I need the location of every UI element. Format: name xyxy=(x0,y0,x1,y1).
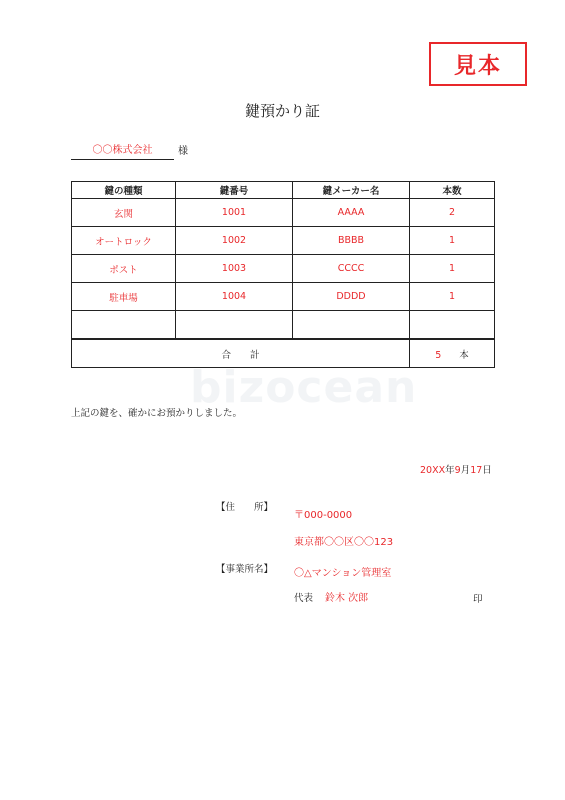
total-unit: 本 xyxy=(459,349,469,361)
date-month: 9 xyxy=(454,465,461,476)
key-table xyxy=(71,181,495,368)
total-count-cell xyxy=(410,339,495,368)
empty-cell xyxy=(293,311,410,340)
recipient-name: 〇〇株式会社 xyxy=(71,141,174,160)
receipt-statement: 上記の鍵を、確かにお預かりしました。 xyxy=(71,408,243,419)
date-year-unit: 年 xyxy=(445,465,455,476)
date-month-unit: 月 xyxy=(460,465,471,476)
seal-mark: 印 xyxy=(473,594,483,605)
key-maker-cell: BBBB xyxy=(293,227,410,255)
key-number-cell: 1001 xyxy=(176,199,293,227)
key-number-cell: 1004 xyxy=(176,283,293,311)
key-maker-cell: CCCC xyxy=(293,255,410,283)
column-header: 鍵メーカー名 xyxy=(293,182,410,199)
key-maker-cell: DDDD xyxy=(293,283,410,311)
key-count-cell: 1 xyxy=(410,227,495,255)
table-row-empty xyxy=(72,311,495,340)
watermark: bizocean xyxy=(190,362,418,413)
key-type-cell: オートロック xyxy=(72,227,176,255)
key-number-cell: 1002 xyxy=(176,227,293,255)
key-count-cell: 1 xyxy=(410,255,495,283)
key-count-cell: 2 xyxy=(410,199,495,227)
empty-cell xyxy=(410,311,495,340)
column-header: 鍵の種類 xyxy=(72,182,176,199)
column-header: 本数 xyxy=(410,182,495,199)
postal-code: 〒000-0000 xyxy=(294,510,353,521)
office-label: 【事業所名】 xyxy=(216,564,274,575)
key-number-cell: 1003 xyxy=(176,255,293,283)
table-row xyxy=(72,255,495,283)
representative-name: 鈴木 次郎 xyxy=(325,593,369,604)
key-count-cell: 1 xyxy=(410,283,495,311)
address-label: 【住 所】 xyxy=(216,502,274,513)
address-line: 東京都〇〇区〇〇123 xyxy=(294,537,394,548)
empty-cell xyxy=(72,311,176,340)
key-type-cell: 駐車場 xyxy=(72,283,176,311)
table-row xyxy=(72,227,495,255)
total-count: 5 xyxy=(435,349,442,361)
office-name: 〇△マンション管理室 xyxy=(294,568,392,579)
column-header: 鍵番号 xyxy=(176,182,293,199)
table-header-row xyxy=(72,182,495,199)
sample-stamp: 見本 xyxy=(429,42,527,86)
total-label: 合 計 xyxy=(72,339,410,368)
recipient-suffix: 様 xyxy=(178,146,188,157)
table-row xyxy=(72,199,495,227)
date-year: 20XX xyxy=(420,465,446,476)
key-type-cell: 玄関 xyxy=(72,199,176,227)
document-title: 鍵預かり証 xyxy=(244,102,320,120)
key-maker-cell: AAAA xyxy=(293,199,410,227)
date-day: 17 xyxy=(470,465,483,476)
empty-cell xyxy=(176,311,293,340)
total-row xyxy=(72,339,495,368)
key-type-cell: ポスト xyxy=(72,255,176,283)
representative-label: 代表 xyxy=(294,593,314,604)
issue-date xyxy=(420,462,492,476)
table-row xyxy=(72,283,495,311)
date-day-unit: 日 xyxy=(482,465,492,476)
